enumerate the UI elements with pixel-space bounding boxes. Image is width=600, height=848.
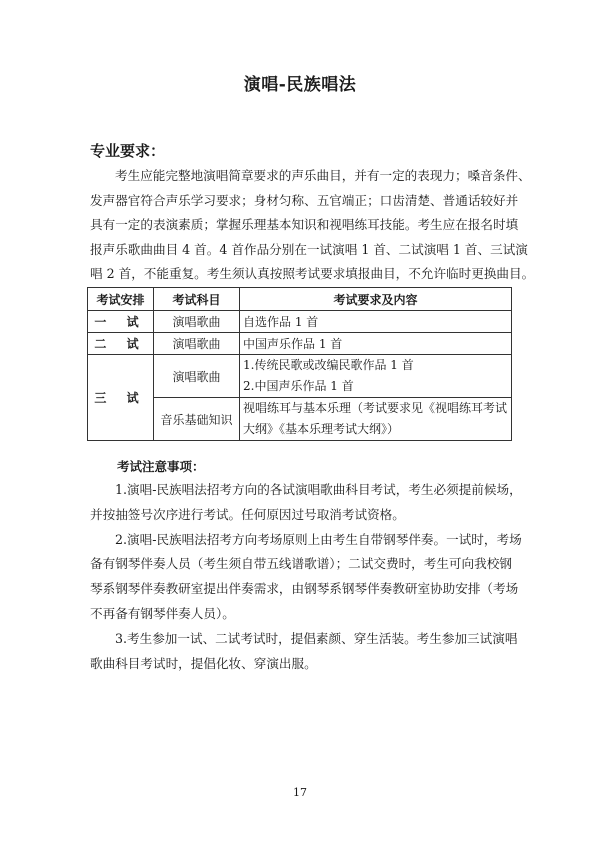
notes-line: 3.考生参加一试、二试考试时，提倡素颜、穿生活装。考生参加三试演唱	[115, 630, 518, 646]
requirements-line: 考生应能完整地演唱简章要求的声乐曲目，并有一定的表现力；嗓音条件、	[115, 168, 531, 183]
table-row	[88, 311, 512, 333]
stage-cell: 一 试	[88, 311, 154, 333]
header-content: 考试要求及内容	[240, 288, 512, 311]
content-line: 1.传统民歌或改编民歌作品 1 首	[243, 358, 414, 372]
content-cell	[240, 398, 512, 441]
exam-table	[87, 287, 512, 441]
subject-cell: 演唱歌曲	[154, 355, 240, 398]
notes-heading: 考试注意事项：	[117, 459, 205, 474]
notes-line: 1.演唱-民族唱法招考方向的各试演唱歌曲科目考试，考生必须提前候场，	[115, 482, 522, 497]
content-line: 2.中国声乐作品 1 首	[243, 379, 354, 393]
notes-line: 不再备有钢琴伴奏人员）。	[90, 605, 235, 621]
subject-cell: 演唱歌曲	[154, 333, 240, 355]
content-cell: 中国声乐作品 1 首	[240, 333, 512, 355]
table-row	[88, 355, 512, 398]
requirements-heading: 专业要求：	[90, 142, 166, 160]
table-row	[88, 333, 512, 355]
requirements-line: 发声器官符合声乐学习要求；身材匀称、五官端正；口齿清楚、普通话较好并	[90, 192, 519, 208]
subject-cell: 演唱歌曲	[154, 311, 240, 333]
table-header-row	[88, 288, 512, 311]
header-arrangement: 考试安排	[88, 288, 154, 311]
stage-cell: 三 试	[88, 355, 154, 441]
subject-cell: 音乐基础知识	[154, 398, 240, 441]
requirements-line: 报声乐歌曲曲目 4 首。4 首作品分别在一试演唱 1 首、二试演唱 1 首、三试演	[90, 241, 528, 257]
notes-paragraphs	[90, 478, 520, 676]
page-title: 演唱-民族唱法	[243, 75, 357, 95]
requirements-paragraph	[90, 164, 535, 287]
notes-line: 琴系钢琴伴奏教研室提出伴奏需求，由钢琴系钢琴伴奏教研室协助安排（考场	[90, 581, 519, 597]
content-line: 大纲》《基本乐理考试大纲》）	[243, 422, 400, 436]
header-subject: 考试科目	[154, 288, 240, 311]
content-cell	[240, 355, 512, 398]
notes-line: 2.演唱-民族唱法招考方向考场原则上由考生自带钢琴伴奏。一试时，考场	[115, 531, 522, 547]
notes-line: 备有钢琴伴奏人员（考生须自带五线谱歌谱）；二试交费时，考生可向我校钢	[90, 556, 512, 572]
requirements-line: 具有一定的表演素质；掌握乐理基本知识和视唱练耳技能。考生应在报名时填	[90, 217, 519, 232]
notes-line: 歌曲科目考试时，提倡化妆、穿演出服。	[90, 655, 317, 671]
page-number: 17	[293, 786, 307, 799]
content-cell: 自选作品 1 首	[240, 311, 512, 333]
content-line: 视唱练耳与基本乐理（考试要求见《视唱练耳考试	[243, 401, 508, 415]
notes-line: 并按抽签号次序进行考试。任何原因过号取消考试资格。	[90, 506, 405, 522]
stage-cell: 二 试	[88, 333, 154, 355]
requirements-line: 唱 2 首，不能重复。考生须认真按照考试要求填报曲目，不允许临时更换曲目。	[90, 266, 535, 281]
